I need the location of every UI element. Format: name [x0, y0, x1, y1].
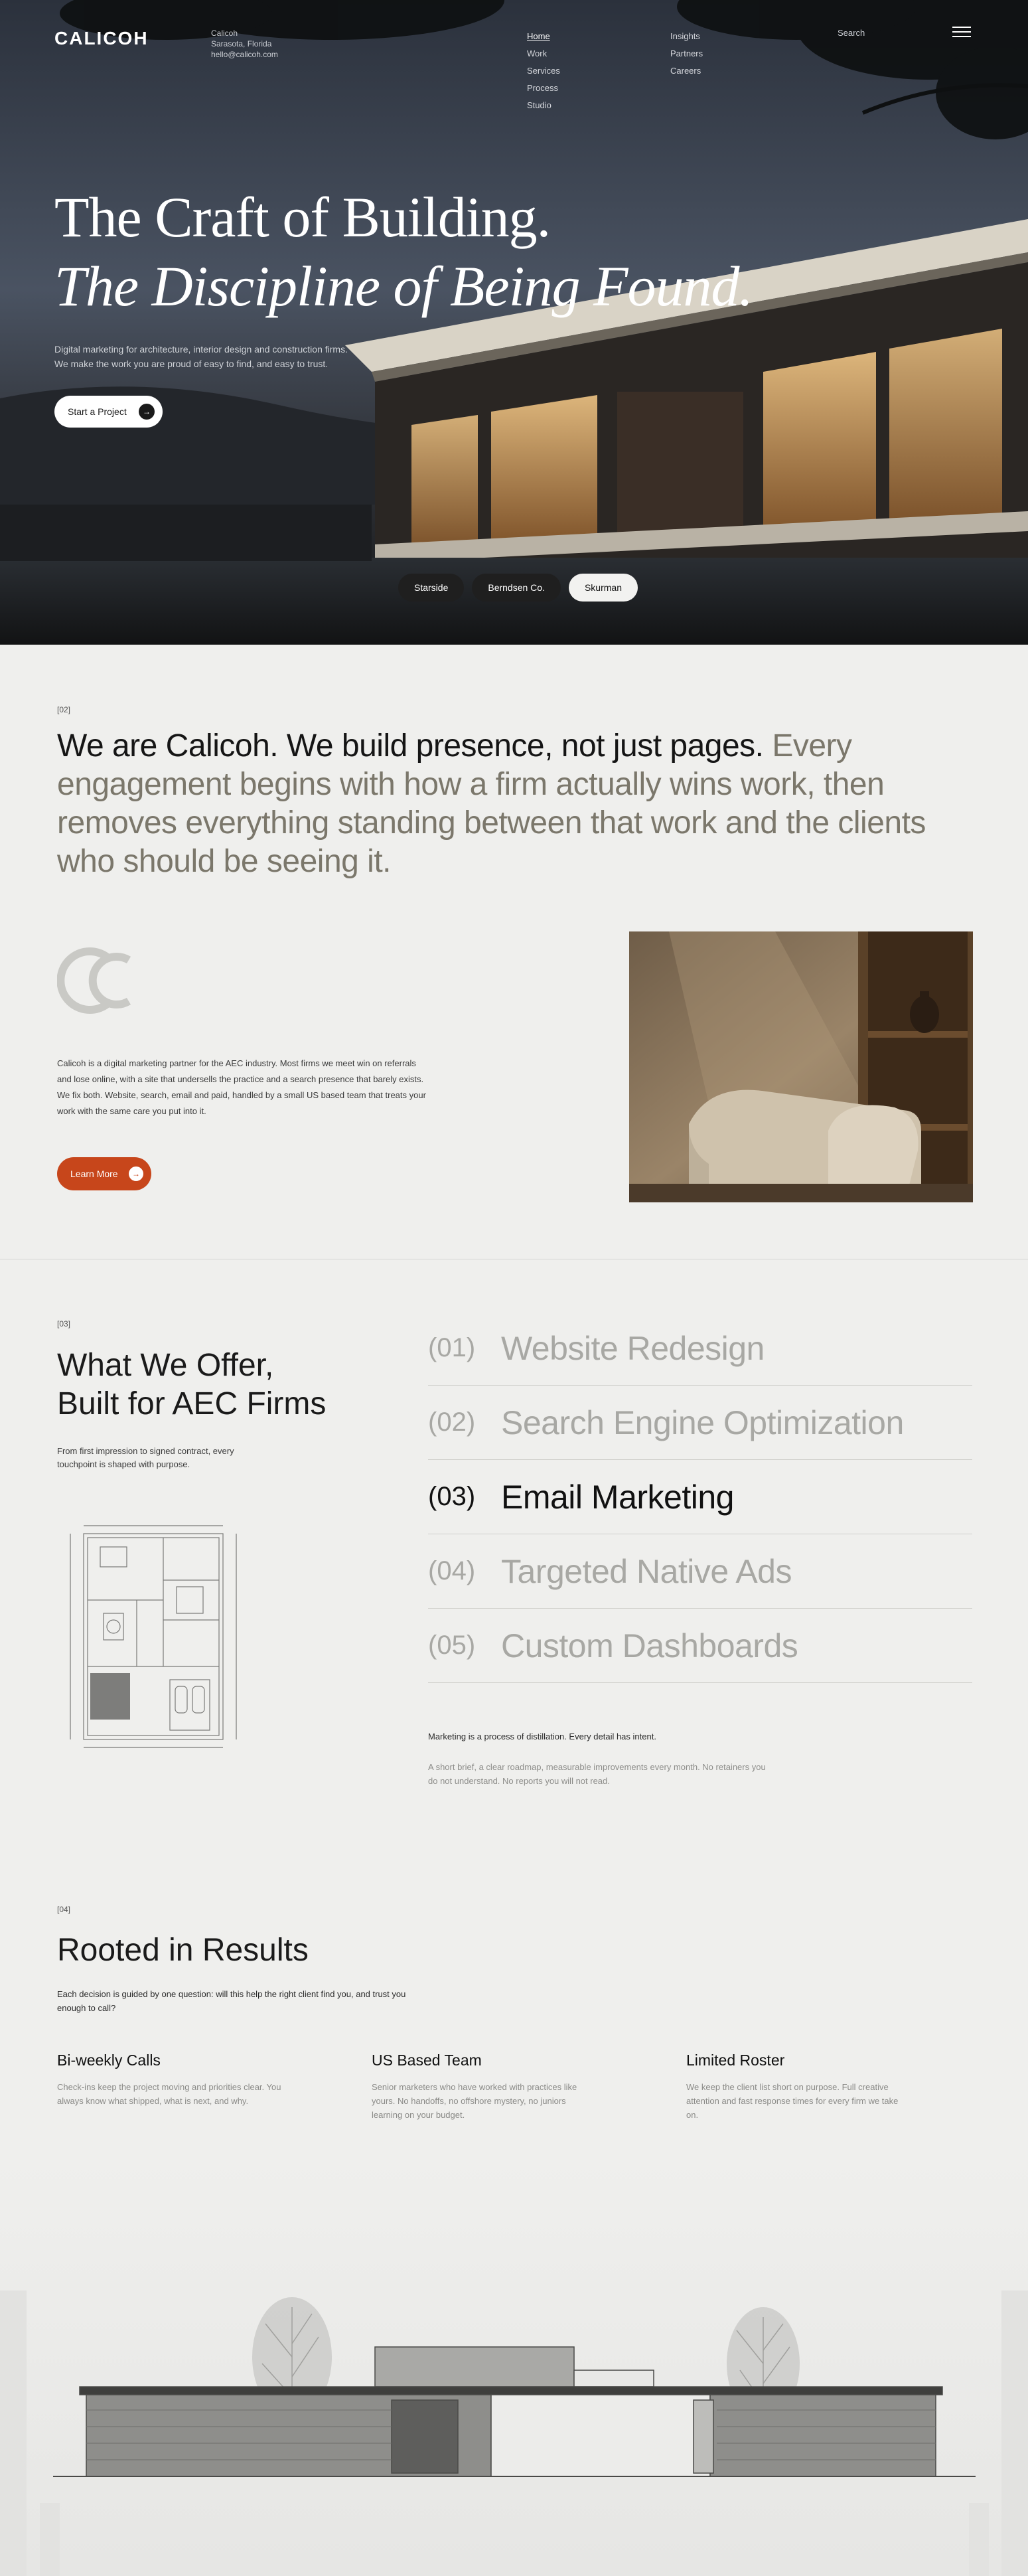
hero-section — [0, 0, 1028, 645]
services-title — [57, 1346, 326, 1423]
contact-email[interactable]: hello@calicoh.com — [211, 50, 278, 59]
floor-plan-drawing — [64, 1520, 243, 1753]
about-body: Calicoh is a digital marketing partner for the AEC industry. Most firms we meet win on referrals and lose online, with a site that undersells the practice and a search presence that barely exists. We fix both. Website, search, email and paid, handled by a small US based team that treats your work with the same care you put into it. — [57, 1058, 426, 1116]
section-tag-02: [02] — [57, 705, 71, 714]
services-title-line2: Built for AEC Firms — [57, 1386, 327, 1421]
nav-link-partners[interactable]: Partners — [670, 48, 703, 58]
result-card-us-team — [372, 2052, 597, 2122]
brand-logo[interactable]: CALICOH — [54, 28, 149, 48]
service-number: (01) — [428, 1333, 476, 1362]
service-item-seo[interactable] — [428, 1386, 972, 1460]
learn-more-button[interactable] — [57, 1157, 151, 1190]
result-card-biweekly-calls — [57, 2052, 283, 2108]
service-item-website-redesign[interactable] — [428, 1311, 972, 1386]
services-list — [428, 1311, 972, 1683]
client-chip-starside[interactable]: Starside — [398, 574, 464, 602]
hero-title-line2: The Discipline of Being Found. — [54, 254, 753, 318]
contact-location: Sarasota, Florida — [211, 39, 272, 48]
service-name: Search Engine Optimization — [501, 1404, 904, 1441]
service-name: Custom Dashboards — [501, 1627, 798, 1664]
services-note-intent: Marketing is a process of distillation. Every detail has intent. — [428, 1731, 656, 1741]
services-title-line1: What We Offer, — [57, 1348, 274, 1383]
service-number: (05) — [428, 1631, 476, 1660]
nav-link-services[interactable]: Services — [527, 66, 560, 76]
hero-subtitle-line2: We make the work you are proud of easy to find, and easy to trust. — [54, 359, 329, 369]
result-card-text: We keep the client list short on purpose. Full creative attention and fast response times for every firm we take on. — [686, 2082, 899, 2120]
service-item-email-marketing[interactable] — [428, 1460, 972, 1534]
secondary-nav — [670, 28, 703, 80]
arrow-right-icon: → — [139, 404, 155, 420]
service-item-native-ads[interactable] — [428, 1534, 972, 1609]
hero-title-line1: The Craft of Building. — [54, 185, 551, 249]
nav-link-work[interactable]: Work — [527, 48, 548, 58]
client-chip-berndsen[interactable]: Berndsen Co. — [472, 574, 561, 602]
nav-link-home[interactable]: Home — [527, 31, 550, 41]
service-name: Website Redesign — [501, 1329, 765, 1367]
services-subtitle: From first impression to signed contract, every touchpoint is shaped with purpose. — [57, 1446, 234, 1469]
section-tag-03: [03] — [57, 1319, 71, 1328]
service-number: (02) — [428, 1408, 476, 1437]
about-lead-light: Every engagement begins with how a firm actually wins work, then removes everything standing between that work and the clients who should be seeing it. — [57, 728, 926, 879]
result-card-limited-roster — [686, 2052, 912, 2122]
start-project-label: Start a Project — [68, 406, 127, 417]
learn-more-label: Learn More — [70, 1168, 118, 1179]
hero-subtitle-line1: Digital marketing for architecture, interior design and construction firms. — [54, 344, 348, 355]
hero-subtitle — [54, 342, 400, 371]
results-title: Rooted in Results — [57, 1933, 309, 1968]
nav-link-process[interactable]: Process — [527, 83, 558, 93]
nav-contact-info — [211, 28, 278, 60]
result-card-title: Bi-weekly Calls — [57, 2052, 161, 2069]
service-number: (03) — [428, 1482, 476, 1511]
section-tag-04: [04] — [57, 1905, 71, 1914]
contact-name: Calicoh — [211, 29, 238, 38]
interior-photo — [629, 931, 973, 1202]
service-name: Email Marketing — [501, 1478, 734, 1516]
house-elevation-sketch — [0, 2158, 1028, 2576]
result-card-text: Check-ins keep the project moving and priorities clear. You always know what shipped, what is next, and why. — [57, 2082, 281, 2106]
primary-nav — [527, 28, 560, 114]
start-project-button[interactable] — [54, 396, 163, 428]
calicoh-mark-icon — [57, 947, 131, 1014]
nav-link-insights[interactable]: Insights — [670, 31, 700, 41]
nav-link-studio[interactable]: Studio — [527, 100, 551, 110]
client-chip-skurman[interactable]: Skurman — [569, 574, 638, 602]
nav-link-careers[interactable]: Careers — [670, 66, 701, 76]
hero-house-photo — [0, 0, 1028, 645]
result-card-text: Senior marketers who have worked with practices like yours. No handoffs, no offshore mystery, no juniors learning on your budget. — [372, 2082, 577, 2120]
result-card-title: US Based Team — [372, 2052, 482, 2069]
service-name: Targeted Native Ads — [501, 1552, 792, 1590]
service-item-custom-dashboards[interactable] — [428, 1609, 972, 1683]
hero-title — [54, 183, 753, 321]
client-chips — [398, 574, 638, 602]
services-note-process: A short brief, a clear roadmap, measurable improvements every month. No retainers you do not understand. No reports you will not read. — [428, 1762, 766, 1786]
result-card-title: Limited Roster — [686, 2052, 785, 2069]
arrow-right-icon: → — [129, 1167, 143, 1181]
results-subtitle: Each decision is guided by one question: will this help the right client find you, and trust you enough to call? — [57, 1989, 406, 2013]
search-link[interactable]: Search — [838, 28, 865, 38]
about-lead — [57, 727, 973, 881]
hamburger-icon[interactable] — [952, 27, 971, 40]
service-number: (04) — [428, 1556, 476, 1585]
about-lead-dark: We are Calicoh. We build presence, not just pages. — [57, 728, 764, 764]
